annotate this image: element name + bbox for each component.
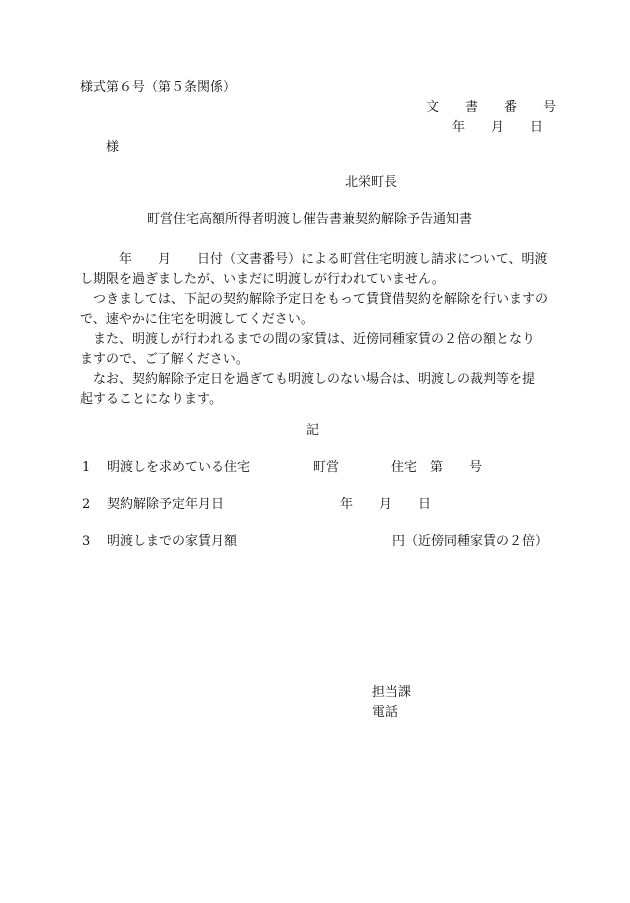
- document-title: 町営住宅高額所得者明渡し催告書兼契約解除予告通知書: [147, 212, 473, 227]
- item-number: 3: [82, 534, 91, 549]
- item-value: 町営 住宅 第 号: [313, 460, 483, 475]
- item-number: 2: [82, 497, 91, 512]
- ki-heading: 記: [306, 423, 320, 438]
- item-number: 1: [82, 460, 91, 475]
- item-label: 明渡しを求めている住宅: [107, 460, 251, 475]
- item-value: 円（近傍同種家賃の２倍）: [392, 534, 549, 549]
- body-line: なお、契約解除予定日を過ぎても明渡しのない場合は、明渡しの裁判等を提: [80, 372, 536, 387]
- body-line: 年 月 日付（文書番号）による町営住宅明渡し請求について、明渡: [80, 252, 548, 267]
- form-number: 様式第６号（第５条関係）: [80, 80, 237, 95]
- addressee-label: 様: [106, 140, 120, 155]
- phone-label: 電話: [372, 705, 399, 720]
- document-number-label: 文 書 番 号: [426, 100, 557, 115]
- item-label: 明渡しまでの家賃月額: [107, 534, 238, 549]
- department-label: 担当課: [372, 685, 412, 700]
- item-label: 契約解除予定年月日: [107, 497, 225, 512]
- body-line: し期限を過ぎましたが、いまだに明渡しが行われていません。: [80, 272, 445, 287]
- item-value: 年 月 日: [340, 497, 432, 512]
- sender: 北栄町長: [345, 175, 398, 190]
- body-line: で、速やかに住宅を明渡してください。: [80, 312, 314, 327]
- body-line: 起することになります。: [80, 392, 222, 407]
- body-line: つきましては、下記の契約解除予定日をもって賃貸借契約を解除を行いますの: [80, 292, 549, 307]
- body-line: ますので、ご了解ください。: [80, 352, 249, 367]
- date-label: 年 月 日: [452, 120, 544, 135]
- body-line: また、明渡しが行われるまでの間の家賃は、近傍同種家賃の２倍の額となり: [80, 332, 536, 347]
